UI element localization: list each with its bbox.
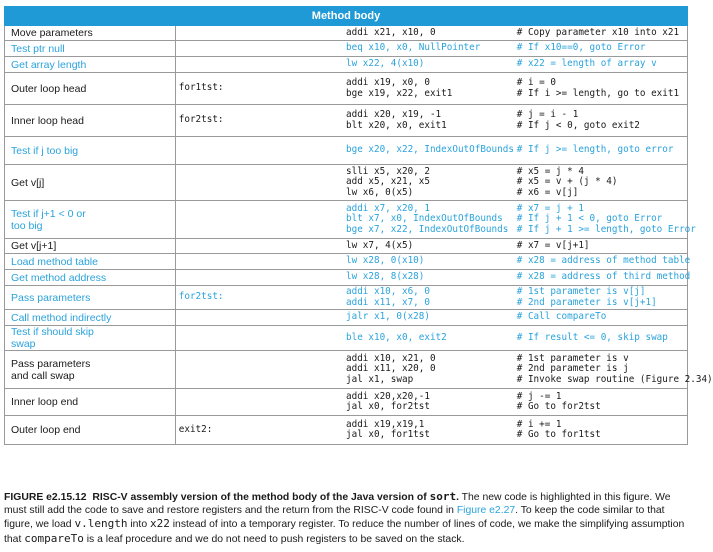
table-row [5,73,688,105]
row-code [346,310,517,326]
row-code-line: add x5, x21, x5 [346,176,430,188]
row-code-label [175,286,346,310]
row-code [346,254,517,270]
row-comment-line: # Go to for2tst [516,401,601,412]
row-label-line: Test if j too big [11,144,79,157]
row-label [5,201,176,239]
row-label [5,137,176,165]
caption-text-5: is a leaf procedure and we do not need to push registers to be saved on the stack. [83,533,465,545]
row-code [346,416,517,445]
row-code-label [175,389,346,416]
row-comment [517,389,688,416]
row-comment-line: # 1st parameter is v [516,352,629,364]
row-comment-line: # Invoke swap routine (Figure 2.34) [516,373,713,385]
figure-number: FIGURE e2.15.12 [4,492,87,503]
caption-title [92,492,459,503]
row-code-line: lw x7, 4(x5) [346,239,414,251]
row-comment-line: # x7 = j + 1 [516,202,584,214]
row-comment-line: # x6 = v[j] [516,186,579,198]
row-label [5,310,176,326]
row-code-line: addi x19, x0, 0 [346,77,430,89]
row-comment-line: # j = i - 1 [516,109,579,121]
row-code-label [175,165,346,201]
row-comment-line: # If j >= length, goto error [516,144,674,156]
row-code-line: slli x5, x20, 2 [346,165,430,177]
row-comment-line: # x28 = address of third method [516,271,691,283]
row-code [346,41,517,57]
caption-text-1: The new code is highlighted in this figure. We must still add the code to save and restore registers and the return from the RISC-V code found in [4,492,671,517]
row-code-line: lw x22, 4(x10) [346,58,425,70]
table-row [5,326,688,351]
method-body-table [4,6,713,445]
row-comment-line: # 2nd parameter is j [516,363,629,375]
row-code [346,73,517,105]
row-code-line: lw x28, 8(x28) [346,271,425,283]
table-row [5,105,688,137]
row-code-line: blt x7, x0, IndexOutOfBounds [346,213,503,225]
row-code-line: addi x21, x10, 0 [346,26,436,38]
row-code-line: jal x0, for1tst [346,429,430,440]
row-code [346,105,517,137]
table-row [5,201,688,239]
row-code-line: jalr x1, 0(x28) [346,311,430,323]
row-code [346,286,517,310]
row-code-line: blt x20, x0, exit1 [346,119,447,131]
row-code-label [175,254,346,270]
row-code-label-line: for1tst: [178,82,224,94]
row-code-line: addi x11, x7, 0 [346,296,430,308]
row-comment-line: # 2nd parameter is v[j+1] [516,296,657,308]
row-code-label-line: exit2: [178,423,213,435]
row-label-line: Call method indirectly [11,311,112,324]
row-code [346,239,517,254]
row-comment [517,41,688,57]
row-label [5,270,176,286]
row-label [5,26,176,41]
caption-text-4: instead of into a temporary register. To reduce the number of lines of code, we make the simplifying assumption that [4,519,685,545]
row-comment [517,326,688,351]
table-row [5,137,688,165]
row-label-line: Outer loop end [11,424,81,436]
row-label-line: Load method table [11,255,98,268]
table-row [5,254,688,270]
row-code-label [175,351,346,389]
row-label [5,165,176,201]
row-label-line: Get v[j+1] [11,240,57,252]
row-comment [517,57,688,73]
figure-caption [4,490,688,546]
row-code-line: addi x10, x6, 0 [346,286,430,298]
row-code-label [175,270,346,286]
row-code [346,137,517,165]
row-label-line: Inner loop head [11,114,84,127]
row-comment-line: # i += 1 [516,418,562,430]
row-code-line: addi x7, x20, 1 [346,202,430,214]
row-code-line: addi x11, x20, 0 [346,363,436,375]
row-label-line: Test if j+1 < 0 or [11,207,86,220]
table-row [5,270,688,286]
caption-title-text: RISC-V assembly version of the method body of the Java version of [92,492,430,503]
row-label-line: swap [11,338,36,350]
row-label-line: Get method address [11,271,107,284]
row-code-line: addi x10, x21, 0 [346,352,436,364]
row-comment-line: # If result <= 0, skip swap [516,331,668,343]
row-code-line: bge x7, x22, IndexOutOfBounds [346,223,509,235]
row-label-line: Inner loop end [11,396,79,408]
row-comment [517,105,688,137]
row-label [5,326,176,351]
caption-text-2: . To keep the code similar to that figure, we load [4,505,665,531]
row-comment-line: # Call compareTo [516,311,607,323]
row-label-line: Get v[j] [11,176,45,189]
row-label [5,351,176,389]
table-row [5,310,688,326]
row-comment [517,310,688,326]
row-code [346,326,517,351]
caption-code-3: compareTo [24,531,84,545]
table-row [5,351,688,389]
row-code-label [175,73,346,105]
figure-link[interactable]: Figure e2.27 [456,505,516,517]
caption-code-1: v.length [74,517,128,531]
row-label [5,57,176,73]
table-row [5,57,688,73]
table-row [5,239,688,254]
row-comment-line: # x22 = length of array v [516,58,657,70]
row-comment-line: # x7 = v[j+1] [516,239,590,251]
row-label-line: Pass parameters [11,291,91,304]
table-row [5,26,688,41]
row-code-label [175,105,346,137]
row-label [5,73,176,105]
row-code-label [175,239,346,254]
row-comment [517,286,688,310]
row-code-line: addi x19,x19,1 [346,418,425,430]
row-code-label [175,310,346,326]
table-row [5,389,688,416]
row-code-label [175,57,346,73]
row-comment-line: # j -= 1 [516,390,562,402]
row-comment-line: # Go to for1tst [516,429,601,440]
row-label [5,389,176,416]
row-code-line: addi x20,x20,-1 [346,390,430,402]
row-label-line: Test ptr null [11,42,65,55]
row-code-line: bge x20, x22, IndexOutOfBounds [346,144,514,156]
row-label [5,105,176,137]
row-code-label [175,416,346,445]
row-code [346,389,517,416]
row-code-line: addi x20, x19, -1 [346,109,442,121]
row-label [5,254,176,270]
row-code-label-line: for2tst: [178,291,224,303]
row-label-line: Move parameters [11,27,93,39]
row-comment-line: # 1st parameter is v[j] [516,286,646,298]
table-row [5,165,688,201]
row-comment [516,351,713,389]
row-comment-line: # x28 = address of method table [516,255,691,267]
row-label [5,286,176,310]
row-label [5,239,176,254]
row-comment [517,165,688,201]
row-code-label-line: for2tst: [178,114,224,126]
figure [4,6,713,445]
row-comment-line: # If j < 0, goto exit2 [516,119,640,131]
table-row [5,286,688,310]
row-code [346,57,517,73]
row-comment [516,201,696,239]
row-label-line: Outer loop head [11,82,87,95]
row-comment-line: # x5 = v + (j * 4) [516,176,618,188]
row-code-label [175,41,346,57]
row-code-line: ble x10, x0, exit2 [346,331,447,343]
row-label-line: Pass parameters [11,357,91,370]
table-row [5,41,688,57]
row-label [5,416,176,445]
table-body [5,26,713,445]
row-comment [517,73,688,105]
row-label-line: and call swap [11,369,75,382]
row-code-label [175,137,346,165]
caption-title-end: . [456,492,459,503]
table-header-title: Method body [5,7,688,26]
row-label-line: Get array length [11,58,87,71]
row-code-line: jal x1, swap [346,373,414,385]
row-code-line: beq x10, x0, NullPointer [346,42,481,54]
row-code [346,351,517,389]
row-comment-line: # If j + 1 < 0, goto Error [516,213,663,225]
row-code [346,165,517,201]
row-comment-line: # If j + 1 >= length, goto Error [516,223,696,235]
caption-code-2: x22 [149,517,170,531]
row-code [346,201,517,239]
row-code-label [175,201,346,239]
row-code-label [175,326,346,351]
row-comment-line: # If i >= length, go to exit1 [516,87,680,99]
row-comment [517,137,688,165]
caption-text-3: into [127,519,150,531]
table-row [5,416,688,445]
caption-title-code: sort [429,490,457,503]
row-comment [517,239,688,254]
row-label-line: Test if should skip [11,326,94,338]
row-comment [517,416,688,445]
row-label-line: too big [11,219,43,232]
row-label [5,41,176,57]
row-comment [516,254,691,270]
row-comment-line: # x5 = j * 4 [516,165,584,177]
row-code [346,270,517,286]
row-comment-line: # If x10==0, goto Error [516,42,646,54]
row-code-line: lw x6, 0(x5) [346,186,414,198]
row-code-line: bge x19, x22, exit1 [346,87,453,99]
row-comment-line: # i = 0 [516,77,556,89]
row-code [346,26,517,41]
row-code-line: jal x0, for2tst [346,401,430,412]
row-code-line: lw x28, 0(x10) [346,255,425,267]
row-comment-line: # Copy parameter x10 into x21 [516,26,680,38]
row-comment [517,26,688,41]
row-comment [516,270,691,286]
row-code-label [175,26,346,41]
